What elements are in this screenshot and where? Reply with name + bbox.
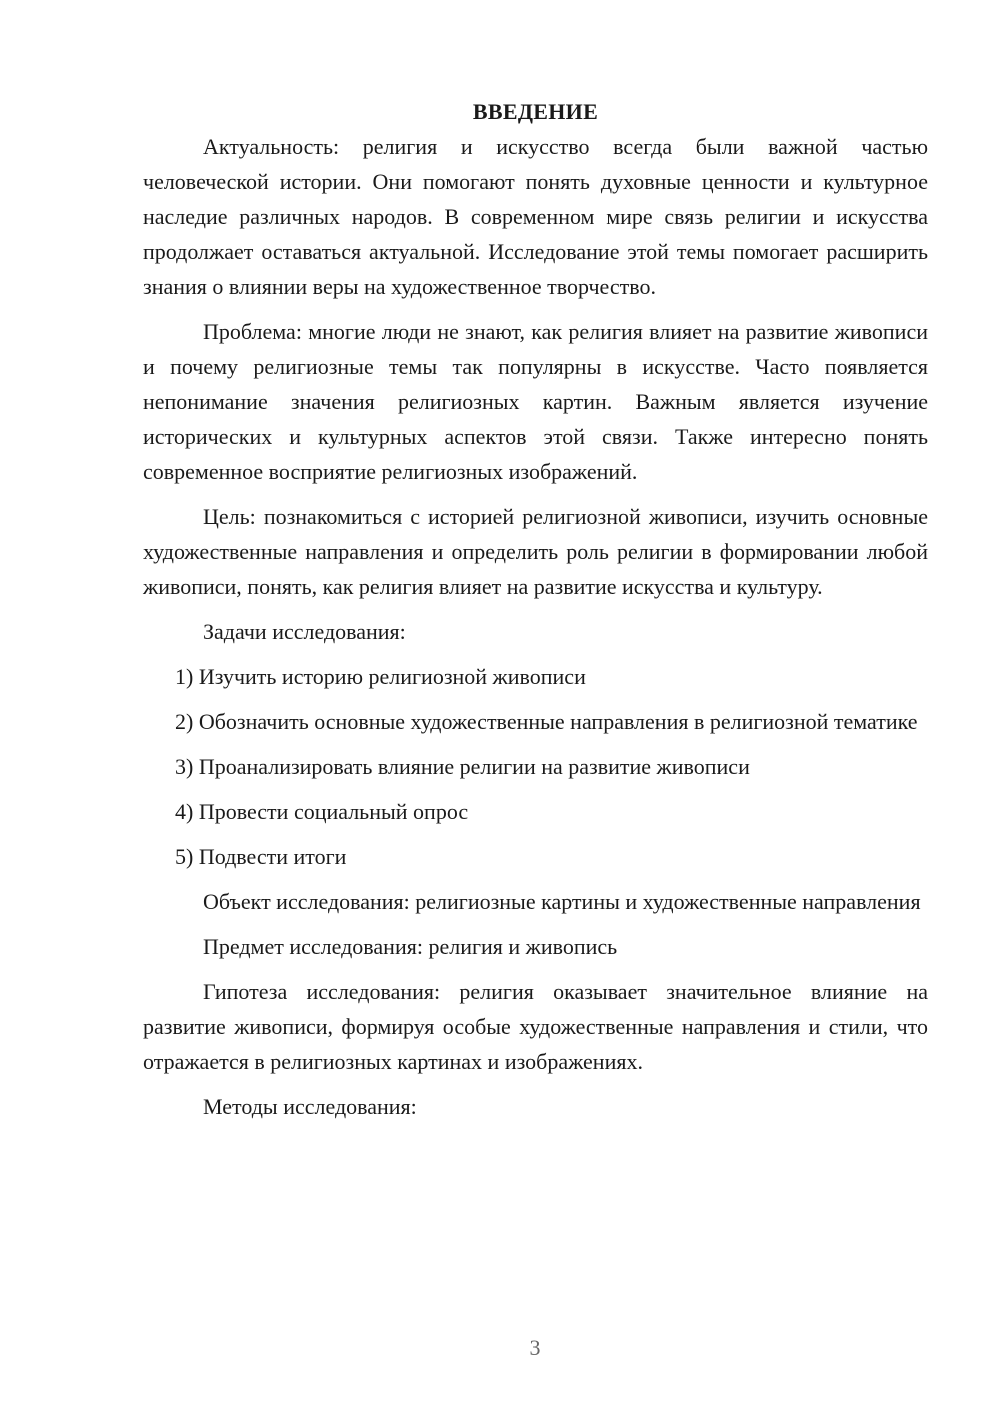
section-heading: ВВЕДЕНИЕ — [472, 99, 599, 124]
task-item-1: 1) Изучить историю религиозной живописи — [175, 664, 586, 689]
document-body — [143, 94, 928, 1134]
page-number: 3 — [529, 1335, 541, 1360]
task-item-4: 4) Провести социальный опрос — [175, 799, 469, 824]
paragraph-problem: Проблема: многие люди не знают, как религия влияет на развитие живописи и почему религиозные темы так популярны в искусстве. Часто появляется непонимание значения религиозных картин. Важным является изучение исторических и культурных аспектов этой связи. Также интересно понять современное восприятие религиозных изображений. — [143, 319, 928, 484]
tasks-title: Задачи исследования: — [203, 619, 406, 644]
paragraph-relevance: Актуальность: религия и искусство всегда были важной частью человеческой истории. Они помогают понять духовные ценности и культурное наследие различных народов. В современном мире связь религии и искусства продолжает оставаться актуальной. Исследование этой темы помогает расширить знания о влиянии веры на художественное творчество. — [143, 134, 928, 299]
task-item-3: 3) Проанализировать влияние религии на развитие живописи — [175, 754, 750, 779]
paragraph-subject: Предмет исследования: религия и живопись — [203, 934, 618, 959]
paragraph-goal: Цель: познакомиться с историей религиозной живописи, изучить основные художественные направления и определить роль религии в формировании любой живописи, понять, как религия влияет на развитие искусства и культуру. — [143, 504, 928, 599]
paragraph-object: Объект исследования: религиозные картины и художественные направления — [203, 889, 921, 914]
task-item-5: 5) Подвести итоги — [175, 844, 347, 869]
methods-title: Методы исследования: — [203, 1094, 417, 1119]
paragraph-hypothesis: Гипотеза исследования: религия оказывает значительное влияние на развитие живописи, формируя особые художественные направления и стили, что отражается в религиозных картинах и изображениях. — [143, 979, 928, 1074]
task-item-2: 2) Обозначить основные художественные направления в религиозной тематике — [175, 709, 918, 734]
